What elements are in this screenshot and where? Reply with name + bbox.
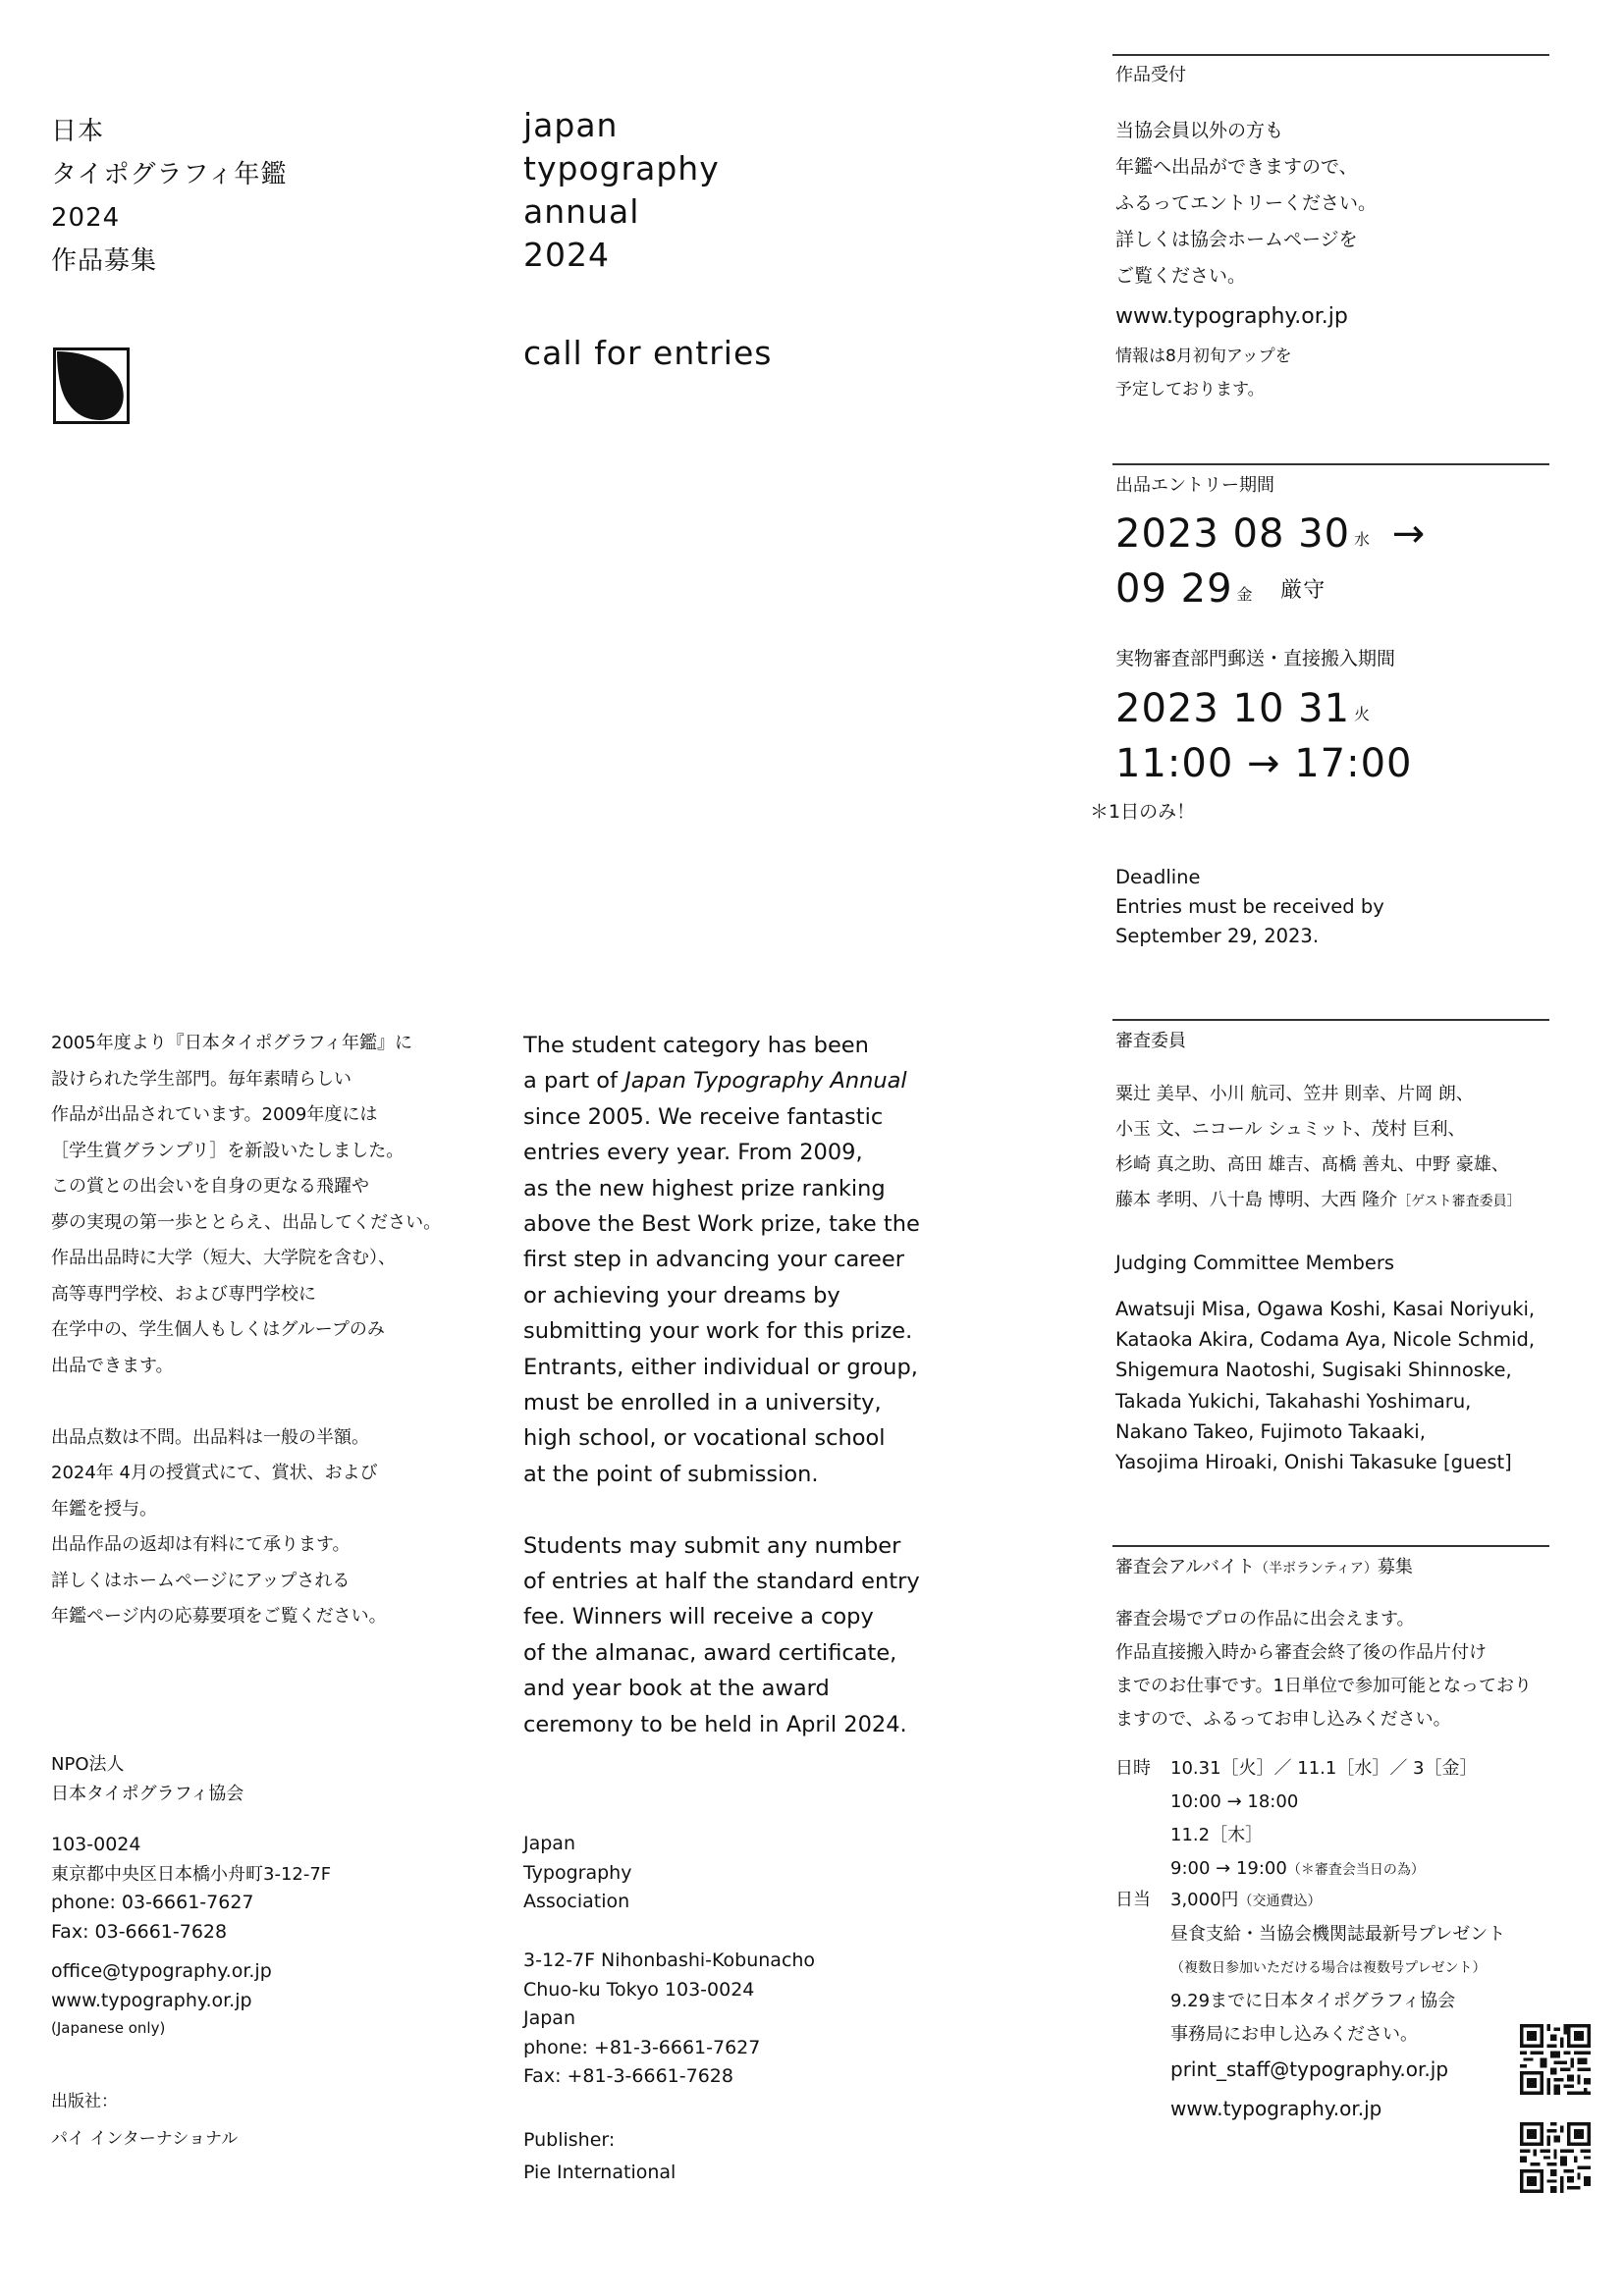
judges-en: [1115, 1294, 1535, 1477]
delivery-date-value: 2023 10 31: [1115, 686, 1351, 731]
arrow-icon: →: [1391, 511, 1427, 557]
delivery-label: 実物審査部門郵送・直接搬入期間: [1115, 648, 1396, 669]
intro-en-line: at the point of submission.: [523, 1461, 819, 1487]
delivery-date: [1115, 681, 1371, 736]
org-jp-name: 日本タイポグラフィ協会: [51, 1783, 244, 1804]
title-en-line: japan: [523, 106, 619, 144]
entry-period-label: 出品エントリー期間: [1115, 475, 1274, 496]
delivery-time: 11:00 → 17:00: [1115, 741, 1413, 786]
divider: [1112, 463, 1549, 465]
pay-line: 9.29までに日本タイポグラフィ協会: [1170, 1991, 1456, 2011]
parttime-desc-line: 作品直接搬入時から審査会終了後の作品片付け: [1115, 1642, 1487, 1663]
date-note: （＊審査会当日の為）: [1286, 1862, 1425, 1878]
intro-jp-line: この賞との出会いを自身の更なる飛躍や: [51, 1176, 369, 1197]
org-jp-address: [51, 1831, 331, 1947]
entry-start-date: 2023 08 30: [1115, 511, 1351, 557]
judges-jp-line: 杉崎 真之助、高田 雄吉、髙橋 善丸、中野 豪雄、: [1115, 1154, 1509, 1175]
address-line: 3-12-7F Nihonbashi-Kobunacho: [523, 1949, 816, 1971]
judges-en-line: Nakano Takeo, Fujimoto Takaaki,: [1115, 1419, 1426, 1443]
contact-note: (Japanese only): [51, 2019, 166, 2037]
intro-en-line: submitting your work for this prize.: [523, 1318, 913, 1345]
divider: [1112, 54, 1549, 56]
address-line: Japan: [523, 2007, 575, 2029]
date-key: 日時: [1115, 1758, 1151, 1779]
intro-en-line: first step in advancing your career: [523, 1247, 904, 1273]
acceptance-line: ふるってエントリーください。: [1115, 192, 1378, 214]
intro-en-line: or achieving your dreams by: [523, 1282, 840, 1308]
judges-label: 審査委員: [1115, 1031, 1186, 1051]
intro-jp-line: 出品点数は不問。出品料は一般の半額。: [51, 1426, 369, 1448]
parttime-desc-line: ますので、ふるってお申し込みください。: [1115, 1709, 1451, 1730]
judges-en-line: Shigemura Naotoshi, Sugisaki Shinnoske,: [1115, 1359, 1512, 1382]
delivery-day: 火: [1354, 705, 1372, 723]
intro-jp: [51, 1026, 441, 1635]
entry-start: [1115, 507, 1426, 561]
entry-end-day: 金: [1236, 585, 1254, 604]
intro-jp-line: ［学生賞グランプリ］を新設いたしました。: [51, 1140, 405, 1161]
intro-en-line: [523, 1063, 920, 1098]
intro-jp-line: 詳しくはホームページにアップされる: [51, 1570, 351, 1591]
parttime-desc-line: までのお仕事です。1日単位で参加可能となっており: [1115, 1676, 1533, 1696]
judges-label-en: Judging Committee Members: [1115, 1252, 1395, 1274]
address-line: 103-0024: [51, 1834, 141, 1855]
judges-jp: [1115, 1077, 1521, 1219]
pay-note: （交通費込）: [1238, 1894, 1322, 1909]
intro-jp-line: 在学中の、学生個人もしくはグループのみ: [51, 1319, 385, 1340]
intro-en-line: as the new highest prize ranking: [523, 1175, 886, 1201]
intro-en: [523, 1028, 920, 1742]
intro-en-line: high school, or vocational school: [523, 1425, 886, 1452]
intro-jp-line: 2005年度より『日本タイポグラフィ年鑑』に: [51, 1033, 413, 1053]
org-en-address: [523, 1947, 815, 2092]
guest-note: ［ゲスト審査委員］: [1397, 1194, 1521, 1209]
divider: [1112, 1545, 1549, 1547]
judges-en-line: Yasojima Hiroaki, Onishi Takasuke [guest]: [1115, 1451, 1512, 1474]
date-line: 9:00 → 19:00: [1170, 1858, 1287, 1879]
intro-en-line: Students may submit any number: [523, 1532, 901, 1559]
parttime-schedule: [1115, 1752, 1478, 1887]
judges-jp-line: [1115, 1183, 1521, 1219]
deadline-line: Entries must be received by: [1115, 895, 1384, 918]
parttime-pay: [1115, 1884, 1505, 2130]
intro-en-line: above the Best Work prize, take the: [523, 1211, 920, 1238]
divider: [1112, 1019, 1549, 1021]
judges-en-line: Awatsuji Misa, Ogawa Koshi, Kasai Noriyuki,: [1115, 1298, 1536, 1320]
org-jp-contact: [51, 1957, 272, 2041]
intro-en-line: entries every year. From 2009,: [523, 1140, 863, 1166]
judges-jp-line: 粟辻 美早、小川 航司、笠井 則幸、片岡 朗、: [1115, 1084, 1474, 1104]
pay-line: 事務局にお申し込みください。: [1170, 2024, 1418, 2045]
entry-end: [1115, 561, 1326, 618]
intro-en-line: since 2005. We receive fantastic: [523, 1103, 884, 1130]
publisher-label: 出版社：: [51, 2092, 118, 2111]
parttime-label-text: 審査会アルバイト: [1115, 1557, 1256, 1577]
title-en-line: annual: [523, 192, 640, 231]
entry-start-day: 水: [1354, 530, 1372, 549]
address-line: Chuo-ku Tokyo 103-0024: [523, 1978, 755, 2001]
intro-en-line: must be enrolled in a university,: [523, 1390, 882, 1416]
org-jp-name: NPO法人: [51, 1754, 125, 1775]
intro-jp-line: 作品出品時に大学（短大、大学院を含む）、: [51, 1248, 396, 1268]
parttime-email[interactable]: print_staff@typography.or.jp: [1170, 2057, 1449, 2081]
org-en: [523, 1830, 631, 1917]
acceptance-note: 予定しております。: [1115, 380, 1265, 400]
org-en-name: Japan: [523, 1833, 575, 1854]
entry-strict: 厳守: [1280, 578, 1326, 603]
org-jp-publisher: [51, 2083, 238, 2158]
title-en: [523, 104, 720, 277]
acceptance-label: 作品受付: [1115, 65, 1186, 85]
one-day-note: ＊1日のみ！: [1090, 801, 1196, 823]
publisher-name: パイ インターナショナル: [51, 2129, 239, 2149]
title-jp-line: 日本: [51, 117, 105, 146]
deadline-line: September 29, 2023.: [1115, 925, 1320, 947]
qr-code-icon[interactable]: [1520, 2122, 1591, 2193]
title-en-line: typography: [523, 149, 720, 187]
leaf-logo-icon: [53, 347, 130, 424]
address-line: Fax: +81-3-6661-7628: [523, 2065, 733, 2087]
intro-jp-line: 出品できます。: [51, 1355, 174, 1376]
intro-jp-line: 年鑑を授与。: [51, 1498, 157, 1520]
pay-small: （複数日参加いただける場合は複数号プレゼント）: [1170, 1960, 1487, 1976]
intro-en-line: of the almanac, award certificate,: [523, 1639, 897, 1666]
address-line: phone: 03-6661-7627: [51, 1892, 254, 1913]
parttime-label: [1115, 1555, 1413, 1581]
judges-en-line: Kataoka Akira, Codama Aya, Nicole Schmid,: [1115, 1328, 1536, 1352]
org-en-name: Typography: [523, 1861, 632, 1884]
annual-title-italic: Japan Typography Annual: [624, 1068, 907, 1095]
title-en-line: 2024: [523, 236, 610, 274]
deadline-en: [1115, 863, 1384, 951]
intro-en-line: ceremony to be held in April 2024.: [523, 1711, 907, 1737]
acceptance-line: 年鑑へ出品ができますので、: [1115, 156, 1358, 178]
org-email[interactable]: office@typography.or.jp: [51, 1960, 272, 1982]
address-line: Fax: 03-6661-7628: [51, 1920, 228, 1943]
acceptance-note: 情報は8月初旬アップを: [1115, 347, 1292, 366]
org-jp: [51, 1750, 244, 1808]
parttime-desc-line: 審査会場でプロの作品に出会えます。: [1115, 1609, 1415, 1629]
intro-en-line: fee. Winners will receive a copy: [523, 1604, 874, 1630]
judges-en-line: Takada Yukichi, Takahashi Yoshimaru,: [1115, 1389, 1472, 1413]
call-for-entries: call for entries: [523, 334, 773, 372]
entry-end-date: 09 29: [1115, 566, 1233, 612]
title-jp-line: 作品募集: [51, 246, 158, 276]
intro-jp-line: 高等専門学校、および専門学校に: [51, 1283, 316, 1305]
intro-en-text: a part of: [523, 1068, 625, 1095]
intro-jp-line: 作品が出品されています。2009年度には: [51, 1104, 378, 1125]
deadline-line: Deadline: [1115, 866, 1201, 888]
parttime-label-tail: 募集: [1377, 1557, 1413, 1577]
title-jp-line: タイポグラフィ年鑑: [51, 160, 288, 189]
intro-jp-line: 出品作品の返却は有料にて承ります。: [51, 1534, 351, 1555]
acceptance-line: 詳しくは協会ホームページを: [1115, 229, 1358, 250]
pay-amount: 3,000円: [1170, 1890, 1239, 1910]
intro-en-line: Entrants, either individual or group,: [523, 1354, 918, 1380]
org-en-name: Association: [523, 1891, 630, 1912]
intro-en-line: The student category has been: [523, 1033, 869, 1058]
intro-en-line: of entries at half the standard entry: [523, 1569, 920, 1595]
org-url[interactable]: www.typography.or.jp: [51, 1989, 252, 2011]
org-en-publisher: [523, 2124, 676, 2189]
intro-jp-line: 夢の実現の第一歩ととらえ、出品してください。: [51, 1211, 442, 1233]
publisher-name: Pie International: [523, 2162, 677, 2183]
title-jp: [51, 110, 287, 283]
date-line: 10:00 → 18:00: [1170, 1791, 1299, 1812]
acceptance-url[interactable]: www.typography.or.jp: [1115, 304, 1348, 329]
address-line: 東京都中央区日本橋小舟町3-12-7F: [51, 1863, 332, 1885]
parttime-desc: [1115, 1603, 1532, 1736]
parttime-url[interactable]: www.typography.or.jp: [1170, 2097, 1382, 2120]
qr-code-icon[interactable]: [1520, 2024, 1591, 2095]
intro-en-line: and year book at the award: [523, 1676, 830, 1702]
judges-jp-text: 藤本 孝明、八十島 博明、大西 隆介: [1115, 1190, 1398, 1210]
date-line: 11.2［木］: [1170, 1825, 1264, 1845]
intro-jp-line: 2024年 4月の授賞式にて、賞状、および: [51, 1463, 378, 1483]
acceptance-line: ご覧ください。: [1115, 265, 1247, 287]
judges-jp-line: 小玉 文、ニコール シュミット、茂村 巨利、: [1115, 1119, 1466, 1140]
address-line: phone: +81-3-6661-7627: [523, 2036, 761, 2058]
date-line: 10.31［火］／ 11.1［水］／ 3［金］: [1170, 1758, 1478, 1779]
publisher-label: Publisher:: [523, 2129, 616, 2151]
title-jp-line: 2024: [51, 203, 121, 233]
intro-jp-line: 設けられた学生部門。毎年素晴らしい: [51, 1068, 352, 1090]
acceptance-line: 当協会員以外の方も: [1115, 120, 1284, 141]
pay-line: 昼食支給・当協会機関誌最新号プレゼント: [1170, 1924, 1506, 1945]
intro-jp-line: 年鑑ページ内の応募要項をご覧ください。: [51, 1606, 387, 1627]
parttime-label-small: （半ボランティア）: [1255, 1561, 1378, 1576]
pay-key: 日当: [1115, 1890, 1151, 1910]
acceptance-text: [1115, 113, 1377, 406]
